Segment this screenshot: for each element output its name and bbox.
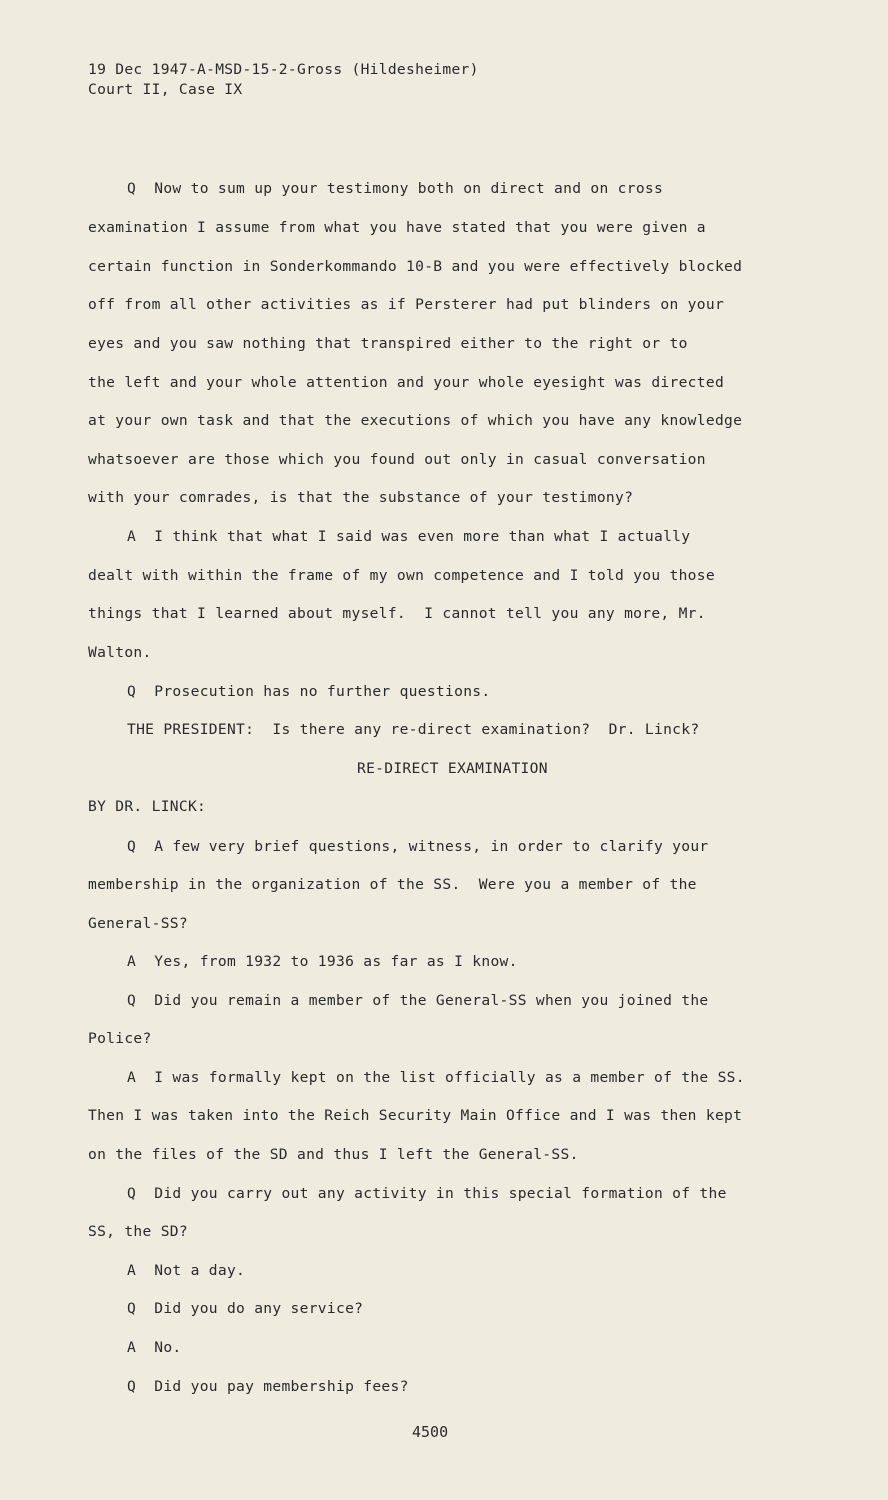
transcript-line: Q Did you carry out any activity in this special formation of the [127, 1185, 727, 1202]
transcript-line: Q Did you do any service? [127, 1300, 364, 1317]
transcript-line: whatsoever are those which you found out only in casual conversation [88, 451, 706, 468]
transcript-line: Walton. [88, 644, 152, 661]
section-heading: RE-DIRECT EXAMINATION [357, 760, 548, 777]
transcript-line: membership in the organization of the SS. Were you a member of the [88, 876, 697, 893]
transcript-line: eyes and you saw nothing that transpired either to the right or to [88, 335, 688, 352]
transcript-line: off from all other activities as if Persterer had put blinders on your [88, 296, 725, 313]
transcript-line: SS, the SD? [88, 1223, 188, 1240]
transcript-line: examination I assume from what you have stated that you were given a [88, 219, 706, 236]
transcript-line: things that I learned about myself. I cannot tell you any more, Mr. [88, 605, 706, 622]
page-number: 4500 [412, 1423, 449, 1441]
transcript-line: A Yes, from 1932 to 1936 as far as I know. [127, 953, 518, 970]
transcript-line: Q Did you remain a member of the General-SS when you joined the [127, 992, 709, 1009]
transcript-line: THE PRESIDENT: Is there any re-direct examination? Dr. Linck? [127, 721, 700, 738]
header-reference-line: 19 Dec 1947-A-MSD-15-2-Gross (Hildesheimer) [88, 61, 479, 78]
transcript-line: A I think that what I said was even more than what I actually [127, 528, 691, 545]
transcript-line: Q A few very brief questions, witness, in order to clarify your [127, 838, 709, 855]
transcript-line: Then I was taken into the Reich Security Main Office and I was then kept [88, 1107, 743, 1124]
transcript-line: with your comrades, is that the substance of your testimony? [88, 489, 634, 506]
transcript-line: dealt with within the frame of my own competence and I told you those [88, 567, 715, 584]
transcript-line: Q Did you pay membership fees? [127, 1378, 409, 1395]
transcript-line: Q Prosecution has no further questions. [127, 683, 491, 700]
examiner-line: BY DR. LINCK: [88, 798, 207, 815]
transcript-line: A Not a day. [127, 1262, 246, 1279]
header-court-line: Court II, Case IX [88, 81, 243, 98]
transcript-line: General-SS? [88, 915, 188, 932]
transcript-line: A No. [127, 1339, 182, 1356]
transcript-line: at your own task and that the executions of which you have any knowledge [88, 412, 743, 429]
transcript-line: Q Now to sum up your testimony both on direct and on cross [127, 180, 664, 197]
transcript-line: A I was formally kept on the list officially as a member of the SS. [127, 1069, 745, 1086]
transcript-line: Police? [88, 1030, 152, 1047]
transcript-line: certain function in Sonderkommando 10-B and you were effectively blocked [88, 258, 743, 275]
transcript-line: on the files of the SD and thus I left the General-SS. [88, 1146, 579, 1163]
transcript-line: the left and your whole attention and your whole eyesight was directed [88, 374, 725, 391]
